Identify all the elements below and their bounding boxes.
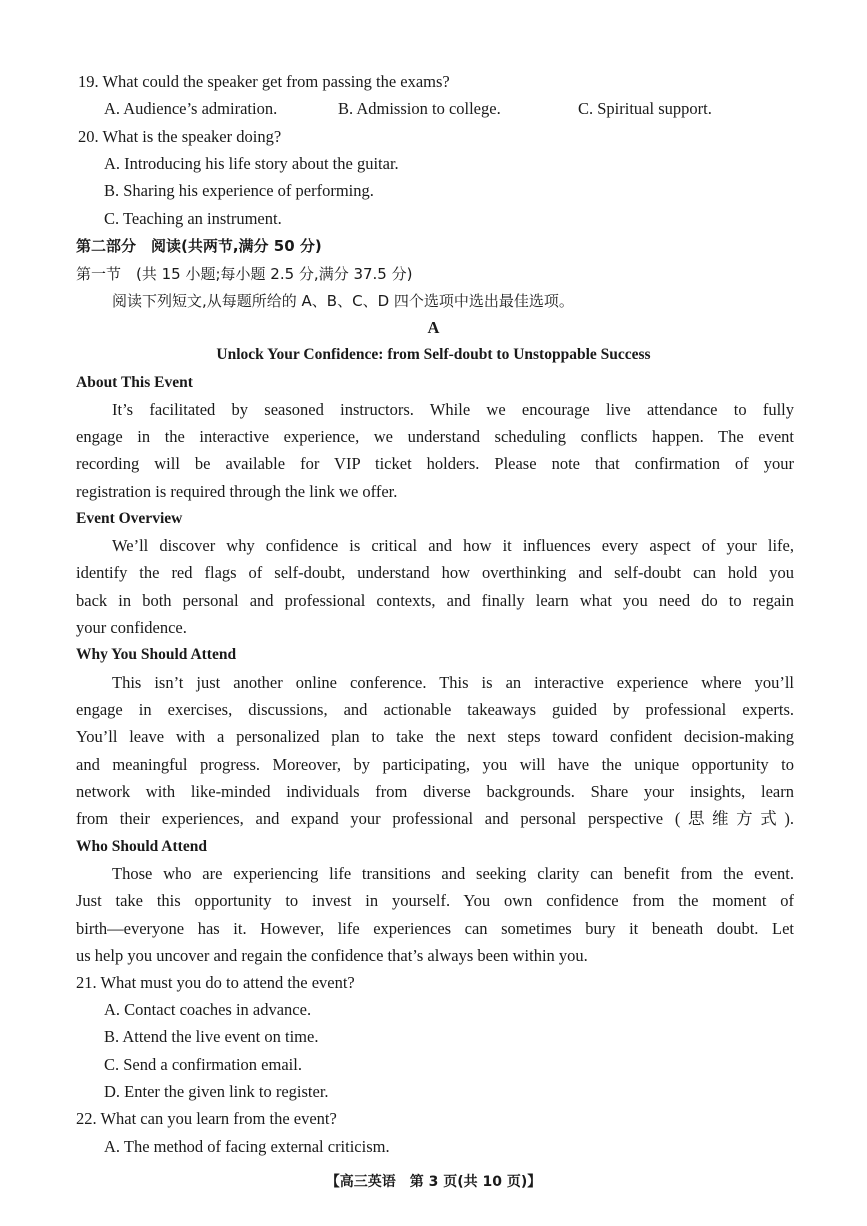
about-line-1: It’s facilitated by seasoned instructors. While we encourage live attendance to fully <box>112 400 794 419</box>
why-line-2: engage in exercises, discussions, and actionable takeaways guided by professional experts. <box>76 700 794 719</box>
passage-letter: A <box>427 318 440 337</box>
why-line-5: network with like-minded individuals from diverse backgrounds. Share your insights, learn <box>76 782 794 801</box>
why-line-1: This isn’t just another online conference. This is an interactive experience where you’ll <box>112 673 794 692</box>
who-line-1: Those who are experiencing life transitions and seeking clarity can benefit from the event. <box>112 864 794 883</box>
why-line-6: from their experiences, and expand your professional and personal perspective (思维方式). <box>76 809 794 828</box>
overview-line-4: your confidence. <box>76 618 187 637</box>
question-21-option-c: C. Send a confirmation email. <box>104 1055 302 1074</box>
why-line-3: You’ll leave with a personalized plan to take the next steps toward confident decision-making <box>76 727 794 746</box>
who-heading: Who Should Attend <box>76 838 207 855</box>
question-21-option-b: B. Attend the live event on time. <box>104 1027 319 1046</box>
question-21-option-a: A. Contact coaches in advance. <box>104 1000 312 1019</box>
question-19-option-b: B. Admission to college. <box>338 99 501 118</box>
about-heading: About This Event <box>76 374 193 391</box>
about-line-2: engage in the interactive experience, we understand scheduling conflicts happen. The event <box>76 427 794 446</box>
question-19-option-a: A. Audience’s admiration. <box>104 99 278 118</box>
who-line-3: birth—everyone has it. However, life experiences can sometimes bury it beneath doubt. Let <box>76 919 794 938</box>
who-line-4: us help you uncover and regain the confidence that’s always been within you. <box>76 946 588 965</box>
about-line-3: recording will be available for VIP ticket holders. Please note that confirmation of your <box>76 454 794 473</box>
who-line-2: Just take this opportunity to invest in yourself. You own confidence from the moment of <box>76 891 794 910</box>
overview-line-1: We’ll discover why confidence is critical and how it influences every aspect of your life, <box>112 536 794 555</box>
question-20-option-c: C. Teaching an instrument. <box>104 209 282 228</box>
page-footer: 【高三英语 第 3 页(共 10 页)】 <box>325 1174 542 1190</box>
overview-line-2: identify the red flags of self-doubt, understand how overthinking and self-doubt can hold you <box>76 563 794 582</box>
question-20-option-b: B. Sharing his experience of performing. <box>104 181 374 200</box>
question-21-stem: 21. What must you do to attend the event? <box>76 973 355 992</box>
question-19-stem: 19. What could the speaker get from passing the exams? <box>78 72 450 91</box>
about-line-4: registration is required through the link we offer. <box>76 482 398 501</box>
question-20-option-a: A. Introducing his life story about the guitar. <box>104 154 399 173</box>
section-one-heading: 第一节 (共 15 小题;每小题 2.5 分,满分 37.5 分) <box>76 265 413 283</box>
question-22-stem: 22. What can you learn from the event? <box>76 1109 337 1128</box>
question-20-stem: 20. What is the speaker doing? <box>78 127 282 146</box>
passage-title: Unlock Your Confidence: from Self-doubt to Unstoppable Success <box>216 346 651 363</box>
question-22-option-a: A. The method of facing external criticism. <box>104 1137 390 1156</box>
question-21-option-d: D. Enter the given link to register. <box>104 1082 329 1101</box>
reading-instruction: 阅读下列短文,从每题所给的 A、B、C、D 四个选项中选出最佳选项。 <box>112 292 574 310</box>
why-heading: Why You Should Attend <box>76 646 237 663</box>
why-line-4: and meaningful progress. Moreover, by participating, you will have the unique opportunity to <box>76 755 794 774</box>
question-19-option-c: C. Spiritual support. <box>578 99 712 118</box>
overview-line-3: back in both personal and professional contexts, and finally learn what you need do to regain <box>76 591 794 610</box>
part-two-heading: 第二部分 阅读(共两节,满分 50 分) <box>76 237 322 255</box>
overview-heading: Event Overview <box>76 510 183 527</box>
